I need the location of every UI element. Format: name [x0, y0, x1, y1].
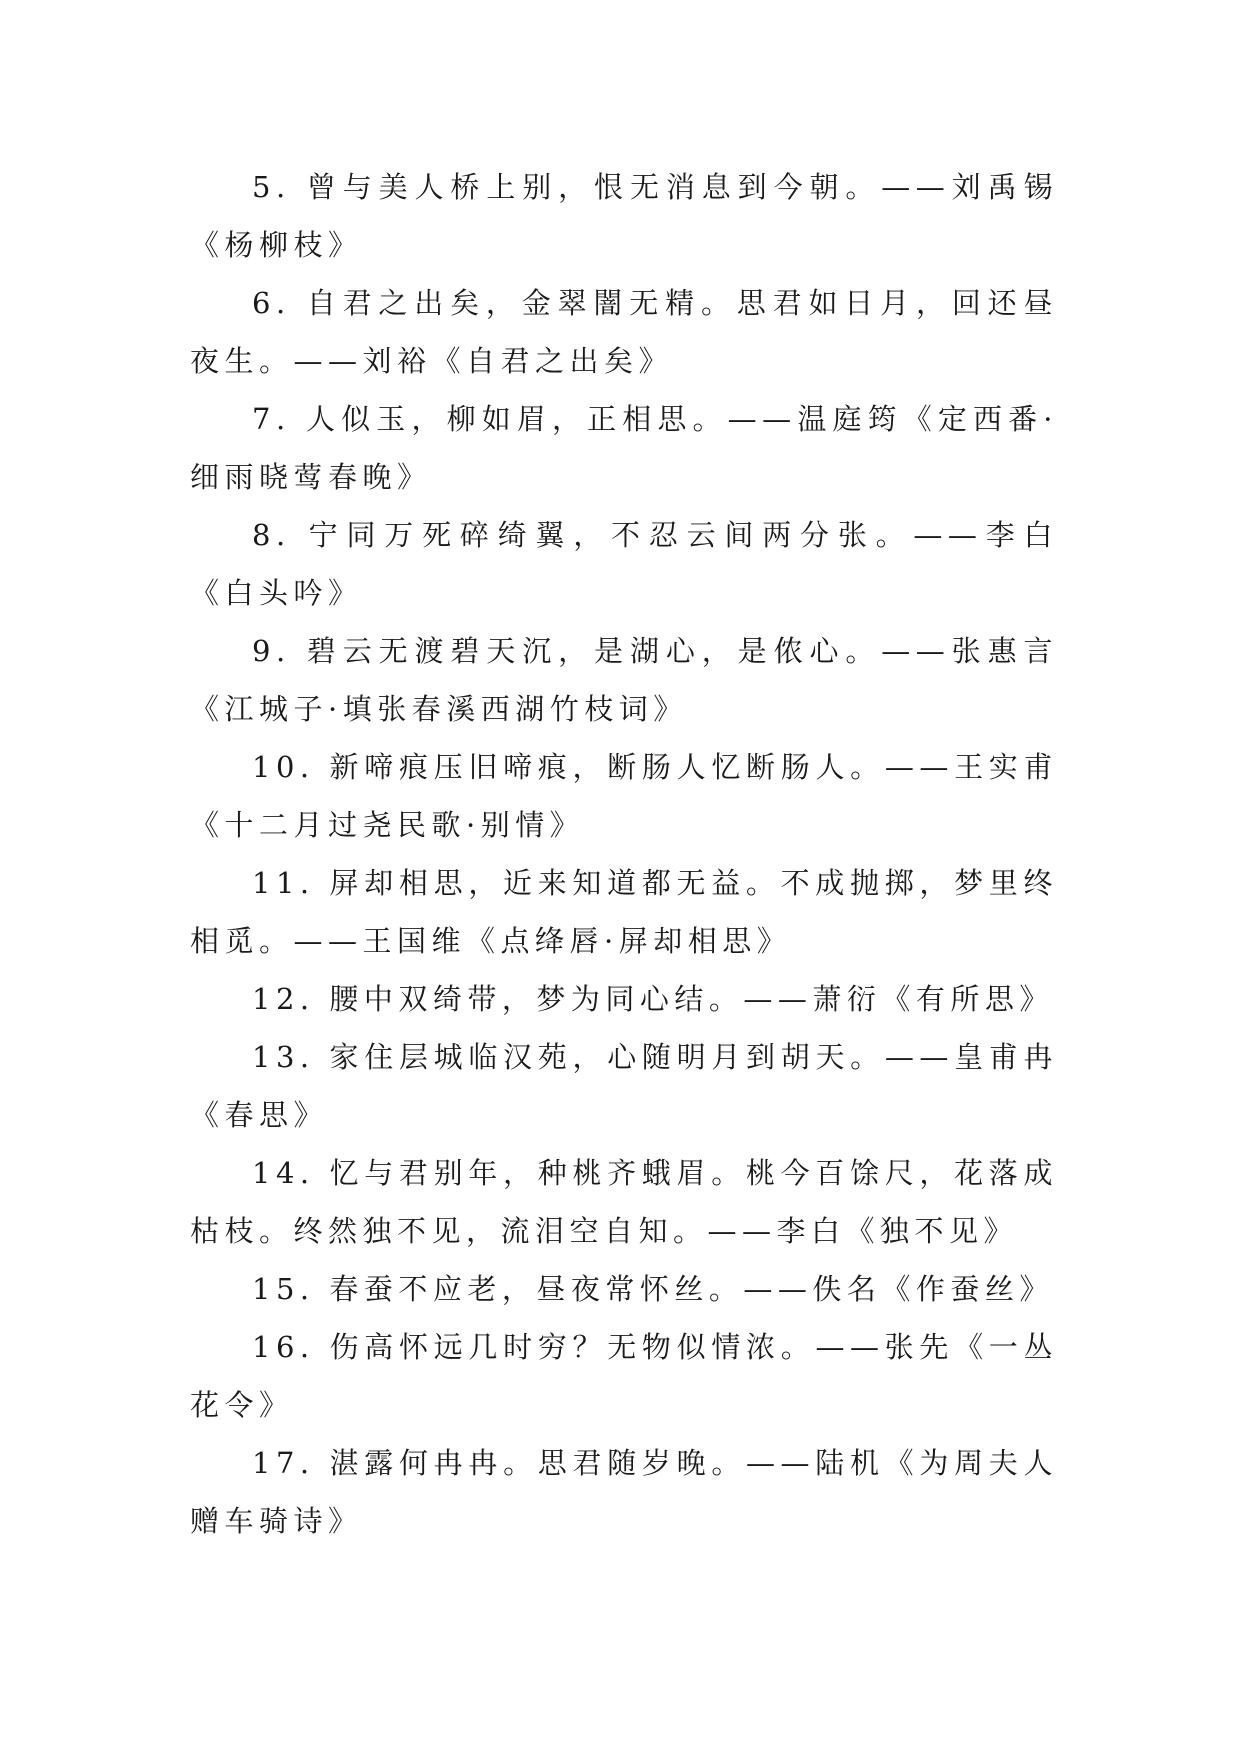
- list-item: 15. 春蚕不应老，昼夜常怀丝。——佚名《作蚕丝》: [252, 1272, 1054, 1306]
- list-item: 13. 家住层城临汉苑，心随明月到胡天。——皇甫冉《春思》: [190, 1040, 1058, 1132]
- list-item: 17. 湛露何冉冉。思君随岁晚。——陆机《为周夫人赠车骑诗》: [190, 1446, 1058, 1538]
- list-item: 11. 屏却相思，近来知道都无益。不成抛掷，梦里终相觅。——王国维《点绛唇·屏却相思》: [190, 866, 1058, 958]
- list-item: 10. 新啼痕压旧啼痕，断肠人忆断肠人。——王实甫《十二月过尧民歌·别情》: [190, 750, 1058, 842]
- list-item: 12. 腰中双绮带，梦为同心结。——萧衍《有所思》: [252, 982, 1054, 1016]
- list-item: 14. 忆与君别年，种桃齐蛾眉。桃今百馀尺，花落成枯枝。终然独不见，流泪空自知。——李白《独不见》: [190, 1156, 1058, 1248]
- list-item: 8. 宁同万死碎绮翼，不忍云间两分张。——李白《白头吟》: [190, 518, 1058, 610]
- list-item: 5. 曾与美人桥上别，恨无消息到今朝。——刘禹锡《杨柳枝》: [190, 170, 1058, 262]
- poem-quote-list: [190, 158, 1058, 1550]
- list-item: 6. 自君之出矣，金翠闇无精。思君如日月，回还昼夜生。——刘裕《自君之出矣》: [190, 286, 1058, 378]
- list-item: 9. 碧云无渡碧天沉，是湖心，是侬心。——张惠言《江城子·填张春溪西湖竹枝词》: [190, 634, 1058, 726]
- list-item: 7. 人似玉，柳如眉，正相思。——温庭筠《定西番·细雨晓莺春晚》: [190, 402, 1058, 494]
- list-item: 16. 伤高怀远几时穷？无物似情浓。——张先《一丛花令》: [190, 1330, 1058, 1422]
